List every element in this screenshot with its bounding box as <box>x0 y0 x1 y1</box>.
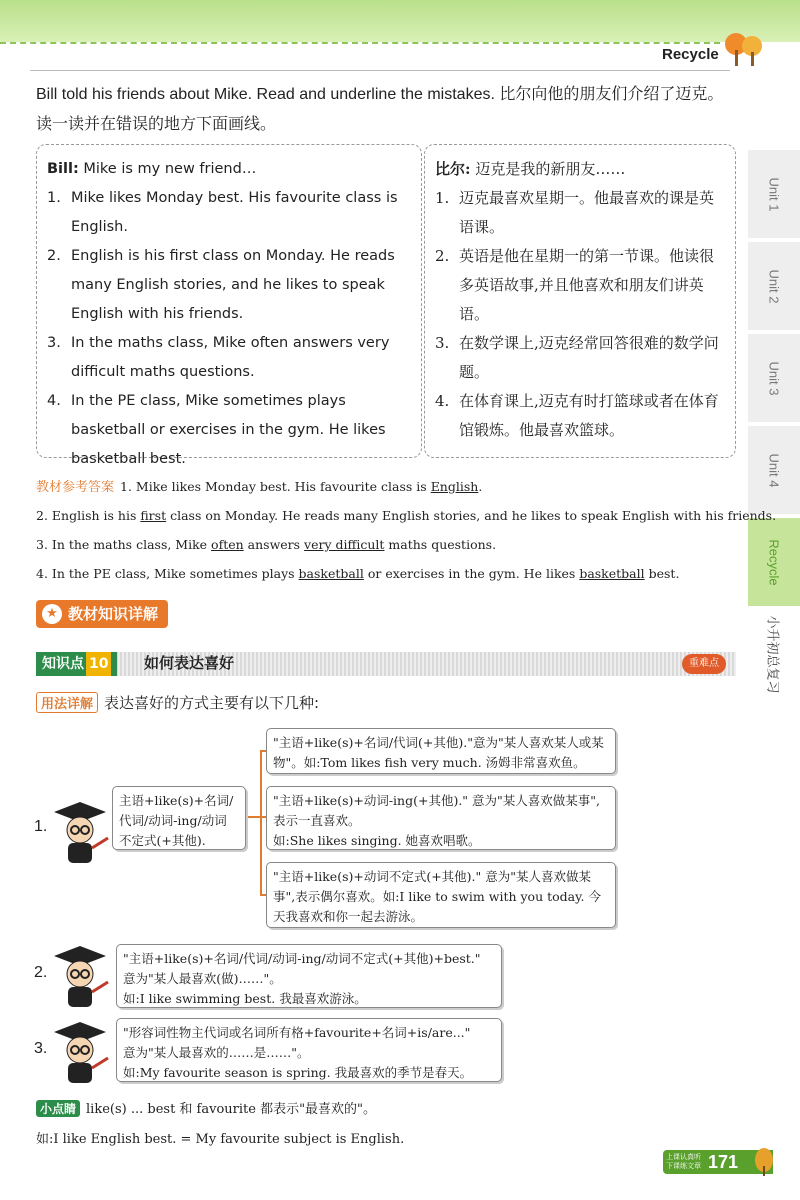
student-graduate-icon <box>52 1020 110 1086</box>
answers-label: 教材参考答案 <box>36 480 115 495</box>
answer-underline: basketball <box>579 566 645 581</box>
chinese-speaker: 比尔: <box>435 160 471 178</box>
student-graduate-icon <box>52 800 110 866</box>
rule-2-box <box>116 944 502 1008</box>
rule-1-branch-1-box <box>266 728 616 774</box>
rule-1-branch-2-box <box>266 786 616 850</box>
item-number: 4. <box>47 393 61 409</box>
kp-label-text: 知识点 <box>42 656 84 672</box>
item-text: 在数学课上,迈克经常回答很难的数学问题。 <box>459 334 719 381</box>
leaf-icon <box>752 1146 776 1176</box>
tab-label: Recycle <box>766 538 782 586</box>
answer-underline: first <box>140 508 167 523</box>
item-text: Mike likes Monday best. His favourite class is English. <box>71 190 398 235</box>
item-number: 1. <box>47 190 61 206</box>
tab-label: Unit 1 <box>766 177 782 211</box>
item-number: 3. <box>47 335 61 351</box>
english-speaker: Bill: <box>47 161 79 177</box>
page-header-title: Recycle <box>662 46 719 63</box>
star-icon: ★ <box>42 604 62 624</box>
rule-1-branch-2-example: 如:She likes singing. 她喜欢唱歌。 <box>273 833 481 848</box>
rule-3-box <box>116 1018 502 1082</box>
exercise-instruction: Bill told his friends about Mike. Read and underline the mistakes. 比尔向他的朋友们介绍了迈克。 读一读并在错误的地方下面画线。 <box>36 86 724 133</box>
rule-1-branch-2-text: "主语+like(s)+动词-ing(+其他)." 意为"某人喜欢做某事",表示一直喜欢。 <box>273 793 601 828</box>
chinese-opening-text: 迈克是我的新朋友…… <box>475 160 626 178</box>
answer-text: class on Monday. He reads many English stories, and he likes to speak English with his friends. <box>166 508 777 523</box>
rule-3-line: "形容词性物主代词或名词所有格+favourite+名词+is/are..." <box>123 1025 471 1040</box>
rule-number: 3. <box>34 1040 48 1057</box>
answer-text: 3. In the maths class, Mike <box>36 537 212 552</box>
section-title-text: 教材知识详解 <box>68 605 159 623</box>
answer-text: maths questions. <box>384 537 497 552</box>
answer-text: 2. English is his <box>36 508 141 523</box>
tip-tag: 小点睛 <box>36 1100 80 1117</box>
answer-underline: basketball <box>298 566 364 581</box>
rule-number: 2. <box>34 964 48 981</box>
item-number: 2. <box>435 247 450 265</box>
rule-2-line: 意为"某人最喜欢(做)……"。 <box>123 971 282 986</box>
item-text: 英语是他在星期一的第一节课。他读很多英语故事,并且他喜欢和朋友们讲英语。 <box>459 247 715 323</box>
tab-label: Unit 4 <box>766 453 782 487</box>
rule-3-line: 如:My favourite season is spring. 我最喜欢的季节是春天。 <box>123 1065 473 1080</box>
rule-2-line: 如:I like swimming best. 我最喜欢游泳。 <box>123 991 367 1006</box>
answer-text: best. <box>644 566 680 581</box>
tab-label: Unit 2 <box>766 269 782 303</box>
usage-tag: 用法详解 <box>36 692 98 713</box>
tab-label: Unit 3 <box>766 361 782 395</box>
answer-underline: English <box>430 479 479 494</box>
rule-number: 1. <box>34 818 48 835</box>
item-number: 1. <box>435 189 450 207</box>
answer-underline: very difficult <box>304 537 385 552</box>
connector-line <box>246 816 260 818</box>
page-number: 171 <box>708 1152 739 1172</box>
answer-underline: often <box>211 537 244 552</box>
kp-number: 10 <box>86 652 111 676</box>
item-number: 3. <box>435 334 450 352</box>
item-number: 4. <box>435 392 450 410</box>
answer-text: answers <box>243 537 305 552</box>
tip-text: like(s) ... best 和 favourite 都表示"最喜欢的"。 <box>86 1102 377 1117</box>
rule-1-root-text: 主语+like(s)+名词/代词/动词-ing/动词不定式(+其他). <box>119 793 234 848</box>
answer-text: 4. In the PE class, Mike sometimes plays <box>36 566 299 581</box>
rule-3-line: 意为"某人最喜欢的……是……"。 <box>123 1045 310 1060</box>
usage-text: 表达喜好的方式主要有以下几种: <box>104 694 320 712</box>
rule-1-root-box <box>112 786 246 850</box>
item-text: English is his first class on Monday. He reads many English stories, and he likes to speak English with his friends. <box>71 248 395 322</box>
english-opening-text: Mike is my new friend… <box>83 161 257 177</box>
connector-line <box>260 750 262 896</box>
rule-2-line: "主语+like(s)+名词/代词/动词-ing/动词不定式(+其他)+best." <box>123 951 481 966</box>
item-text: In the PE class, Mike sometimes plays basketball or exercises in the gym. He likes basketball best. <box>71 393 386 467</box>
answer-text: 1. Mike likes Monday best. His favourite class is <box>120 479 431 494</box>
footer-slogan: 上课认真听 下课练文章 <box>666 1153 701 1170</box>
item-text: In the maths class, Mike often answers very difficult maths questions. <box>71 335 390 380</box>
rule-1-branch-1-text: "主语+like(s)+名词/代词(+其他)."意为"某人喜欢某人或某物"。如:Tom likes fish very much. 汤姆非常喜欢鱼。 <box>273 735 604 770</box>
answer-text: . <box>478 479 483 494</box>
item-text: 在体育课上,迈克有时打篮球或者在体育馆锻炼。他最喜欢篮球。 <box>459 392 719 439</box>
tip-example: 如:I like English best. = My favourite subject is English. <box>36 1132 405 1147</box>
difficulty-badge: 重难点 <box>682 654 726 674</box>
answer-text: or exercises in the gym. He likes <box>363 566 580 581</box>
rule-1-branch-3-text: "主语+like(s)+动词不定式(+其他)." 意为"某人喜欢做某事",表示偶尔喜欢。如:I like to swim with you today. 今天我喜欢和你一起去游泳。 <box>273 869 601 924</box>
knowledge-point-title: 如何表达喜好 <box>144 654 235 672</box>
item-text: 迈克最喜欢星期一。他最喜欢的课是英语课。 <box>459 189 715 236</box>
tip-note <box>36 1098 376 1117</box>
tab-label: 小升初总复习 <box>764 614 780 694</box>
student-graduate-icon <box>52 944 110 1010</box>
item-number: 2. <box>47 248 61 264</box>
rule-1-branch-3-box <box>266 862 616 928</box>
